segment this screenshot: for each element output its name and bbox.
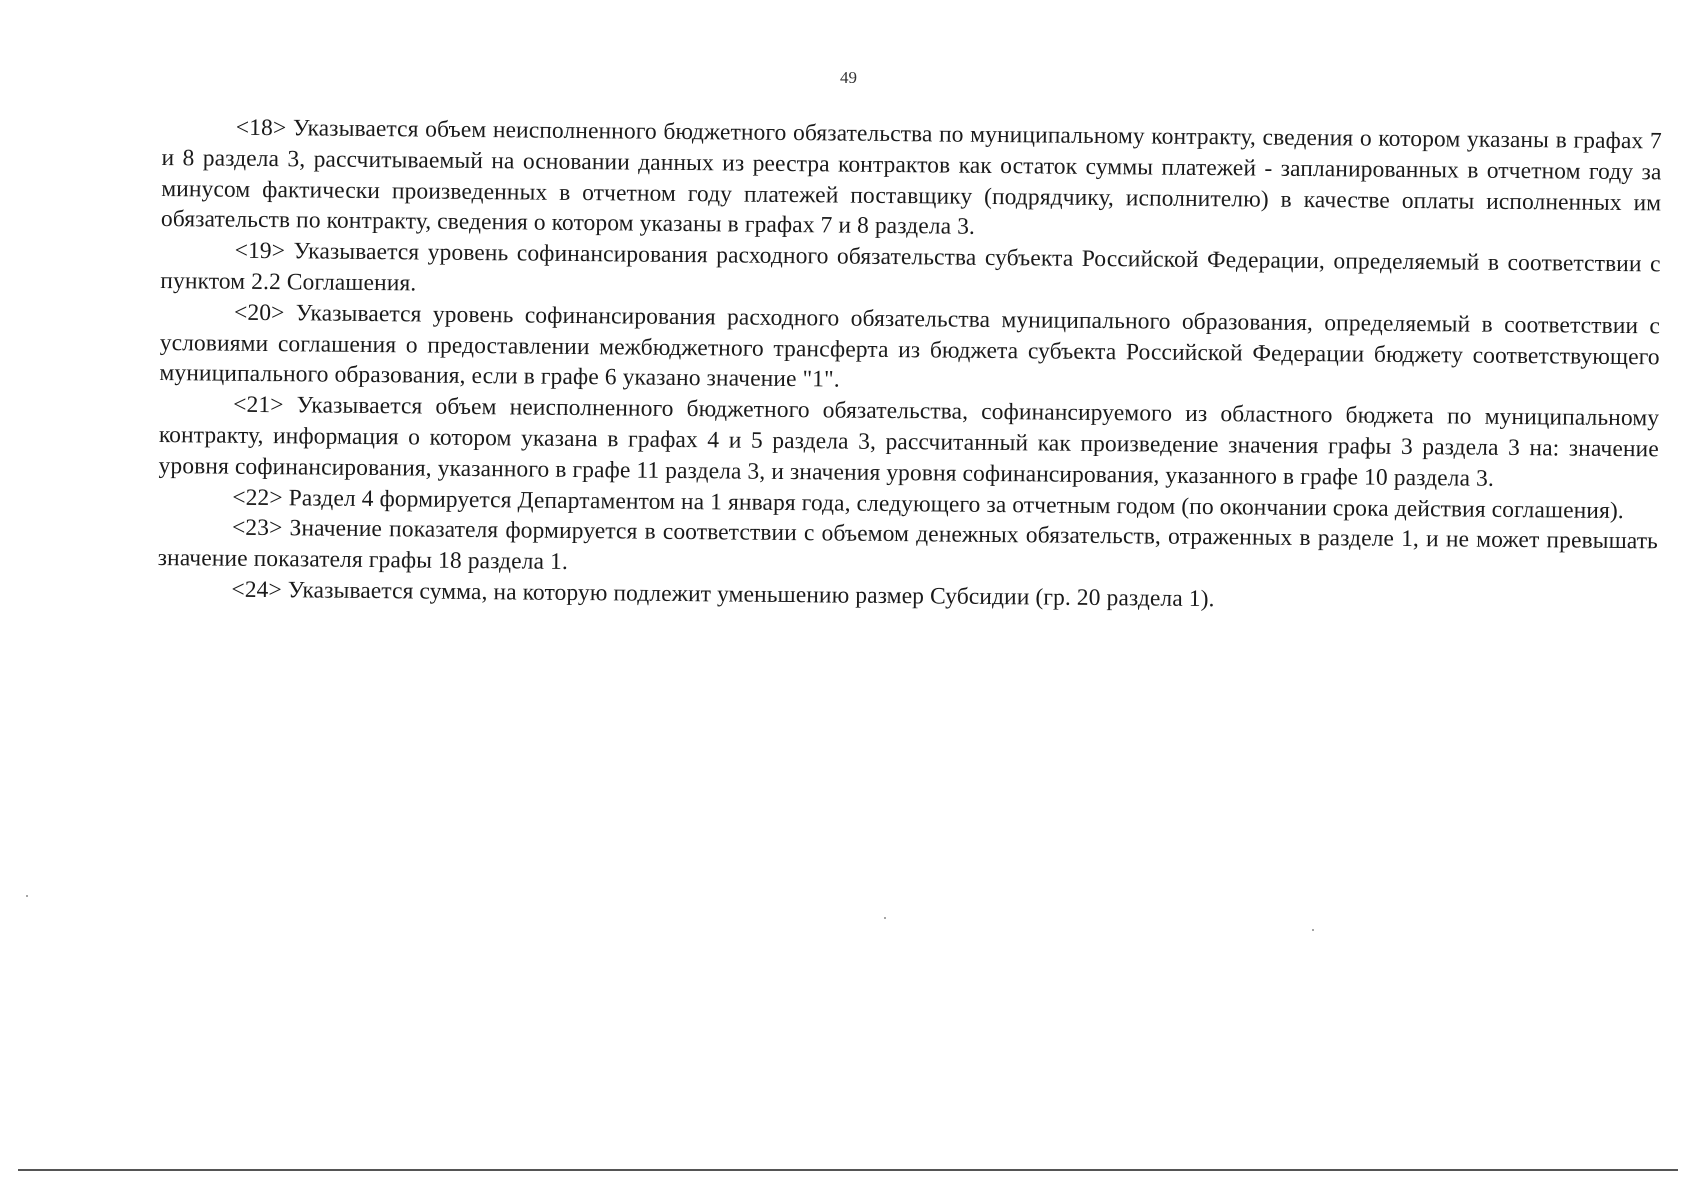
scan-speck xyxy=(1312,929,1314,931)
footnote-24: <24> Указывается сумма, на которую подлежит уменьшению размер Субсидии (гр. 20 раздела 1). xyxy=(231,576,1215,613)
footnote-21: <21> Указывается объем неисполненного бюджетного обязательства, софинансируемого из областного бюджета по муниципальному контракту, информация о котором указана в графах 4 и 5 раздела 3, рассчитанный как произведение значения графы 3 раздела 3 на: значение уровня софинансирования, указанного в графе 11 раздела 3, и значения уровня софинансирования, указанного в графе 10 раздела 3. xyxy=(158,391,1660,492)
footnotes-block xyxy=(157,112,1662,619)
scan-speck xyxy=(884,917,886,919)
bottom-rule xyxy=(18,1169,1678,1171)
footnote-20: <20> Указывается уровень софинансирования расходного обязательства муниципального образования, определяемый в соответствии с условиями соглашения о предоставлении межбюджетного трансферта из бюджета субъекта Российской Федерации бюджету соответствующего муниципального образования, если в графе 6 указано значение "1". xyxy=(159,299,1661,393)
footnote-22: <22> Раздел 4 формируется Департаментом на 1 января года, следующего за отчетным годом (по окончании срока действия соглашения). xyxy=(232,484,1624,524)
footnote-23: <23> Значение показателя формируется в соответствии с объемом денежных обязательств, отраженных в разделе 1, и не может превышать значение показателя графы 18 раздела 1. xyxy=(157,515,1659,576)
footnote-19: <19> Указывается уровень софинансирования расходного обязательства субъекта Российской Федерации, определяемый в соответствии с пунктом 2.2 Соглашения. xyxy=(160,237,1661,297)
page-number: 49 xyxy=(840,68,857,87)
scan-speck xyxy=(26,895,28,897)
footnote-18: <18> Указывается объем неисполненного бюджетного обязательства по муниципальному контракту, сведения о котором указаны в графах 7 и 8 раздела 3, рассчитываемый на основании данных из реестра контрактов как остаток суммы платежей - запланированных в отчетном году за минусом фактически произведенных в отчетном году платежей поставщику (подрядчику, исполнителю) в качестве оплаты исполненных им обязательств по контракту, сведения о котором указаны в графах 7 и 8 раздела 3. xyxy=(160,114,1662,241)
